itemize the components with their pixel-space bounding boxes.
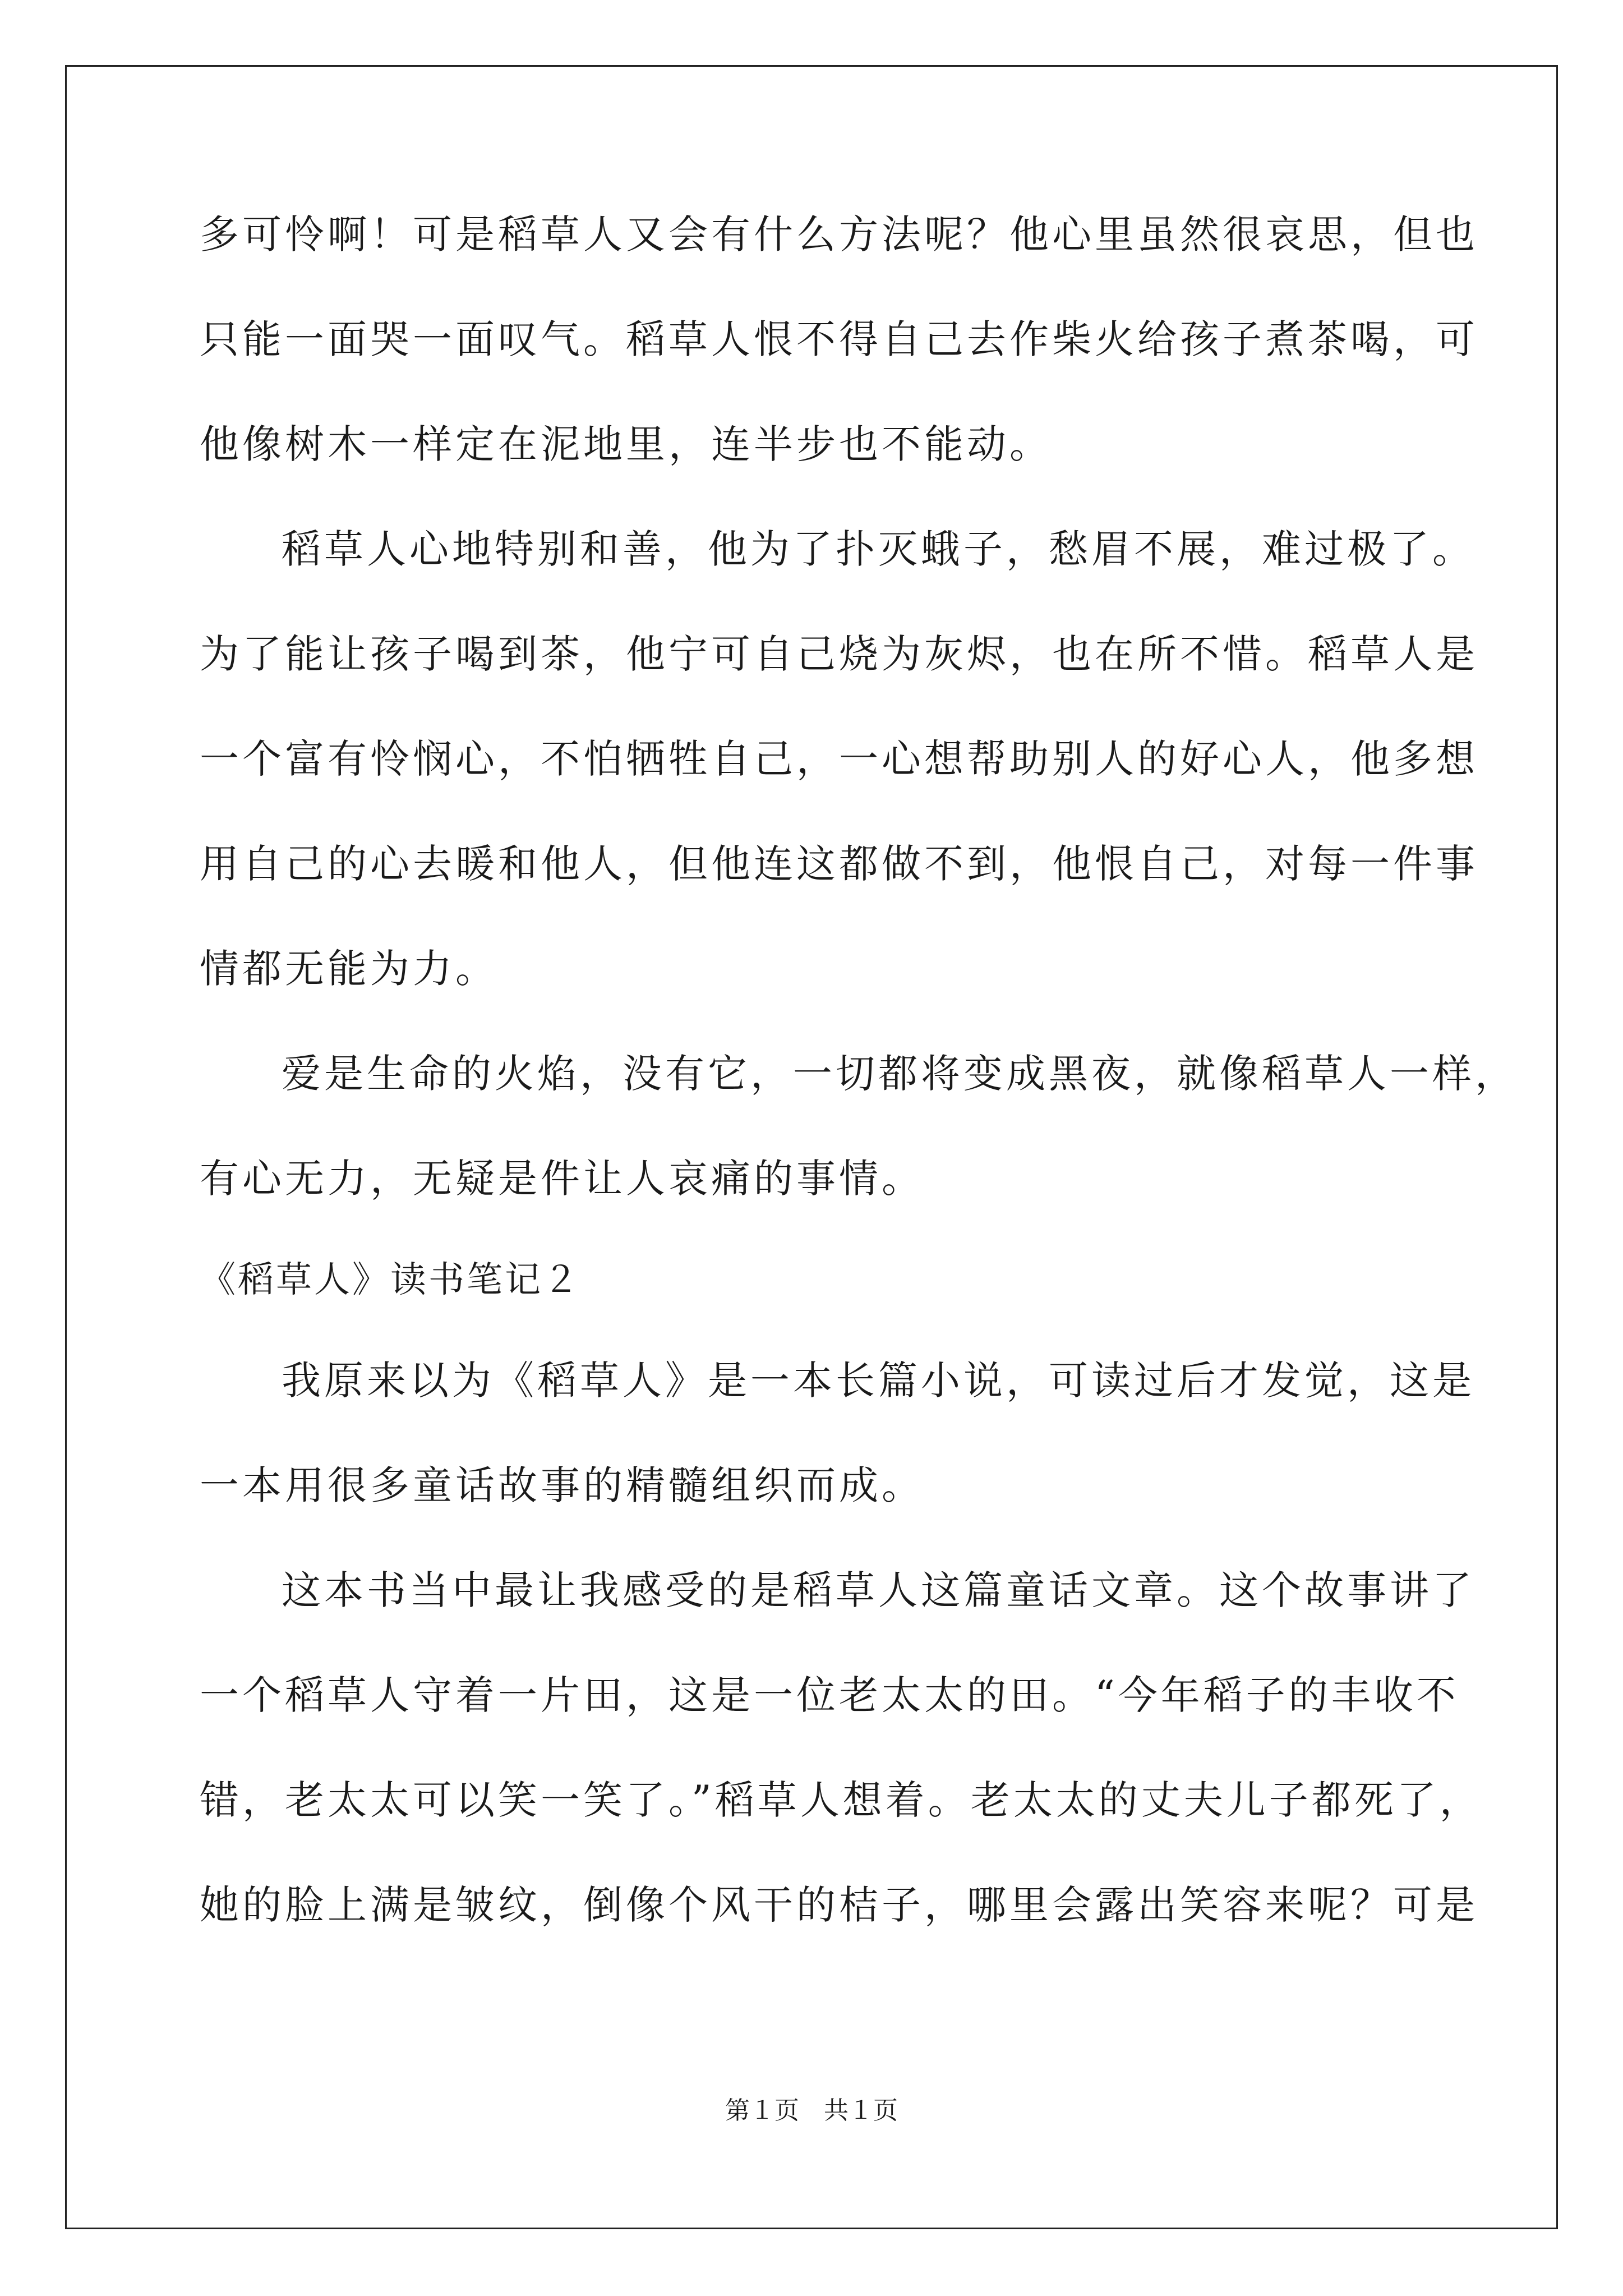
text-line: 这本书当中最让我感受的是稻草人这篇童话文章。这个故事讲了 bbox=[282, 1567, 1475, 1613]
text-line: 爱是生命的火焰，没有它，一切都将变成黑夜，就像稻草人一样， bbox=[282, 1051, 1518, 1097]
text-line: 用自己的心去暖和他人，但他连这都做不到，他恨自己，对每一件事 bbox=[200, 841, 1478, 887]
text-line: 多可怜啊！可是稻草人又会有什么方法呢？他心里虽然很哀思，但也 bbox=[200, 211, 1478, 257]
section-heading: 《稻草人》读书笔记２ bbox=[200, 1259, 581, 1301]
text-line: 一个富有怜悯心，不怕牺牲自己，一心想帮助别人的好心人，他多想 bbox=[200, 736, 1478, 782]
text-line: 稻草人心地特别和善，他为了扑灭蛾子，愁眉不展，难过极了。 bbox=[282, 526, 1475, 572]
page-number: 第１页 共１页 bbox=[725, 2096, 898, 2125]
text-line: 有心无力，无疑是件让人哀痛的事情。 bbox=[200, 1156, 924, 1202]
text-line: 她的脸上满是皱纹，倒像个风干的桔子，哪里会露出笑容来呢？可是 bbox=[200, 1882, 1478, 1928]
text-line: 错，老太太可以笑一笑了。”稻草人想着。老太太的丈夫儿子都死了， bbox=[200, 1777, 1482, 1823]
text-line: 情都无能为力。 bbox=[200, 946, 498, 992]
text-line: 我原来以为《稻草人》是一本长篇小说，可读过后才发觉，这是 bbox=[282, 1358, 1475, 1404]
text-line: 只能一面哭一面叹气。稻草人恨不得自己去作柴火给孩子煮茶喝，可 bbox=[200, 316, 1478, 362]
text-line: 一个稻草人守着一片田，这是一位老太太的田。“今年稻子的丰收不 bbox=[200, 1672, 1459, 1718]
text-line: 他像树木一样定在泥地里，连半步也不能动。 bbox=[200, 421, 1052, 467]
text-line: 一本用很多童话故事的精髓组织而成。 bbox=[200, 1462, 924, 1508]
text-line: 为了能让孩子喝到茶，他宁可自己烧为灰烬，也在所不惜。稻草人是 bbox=[200, 631, 1478, 677]
